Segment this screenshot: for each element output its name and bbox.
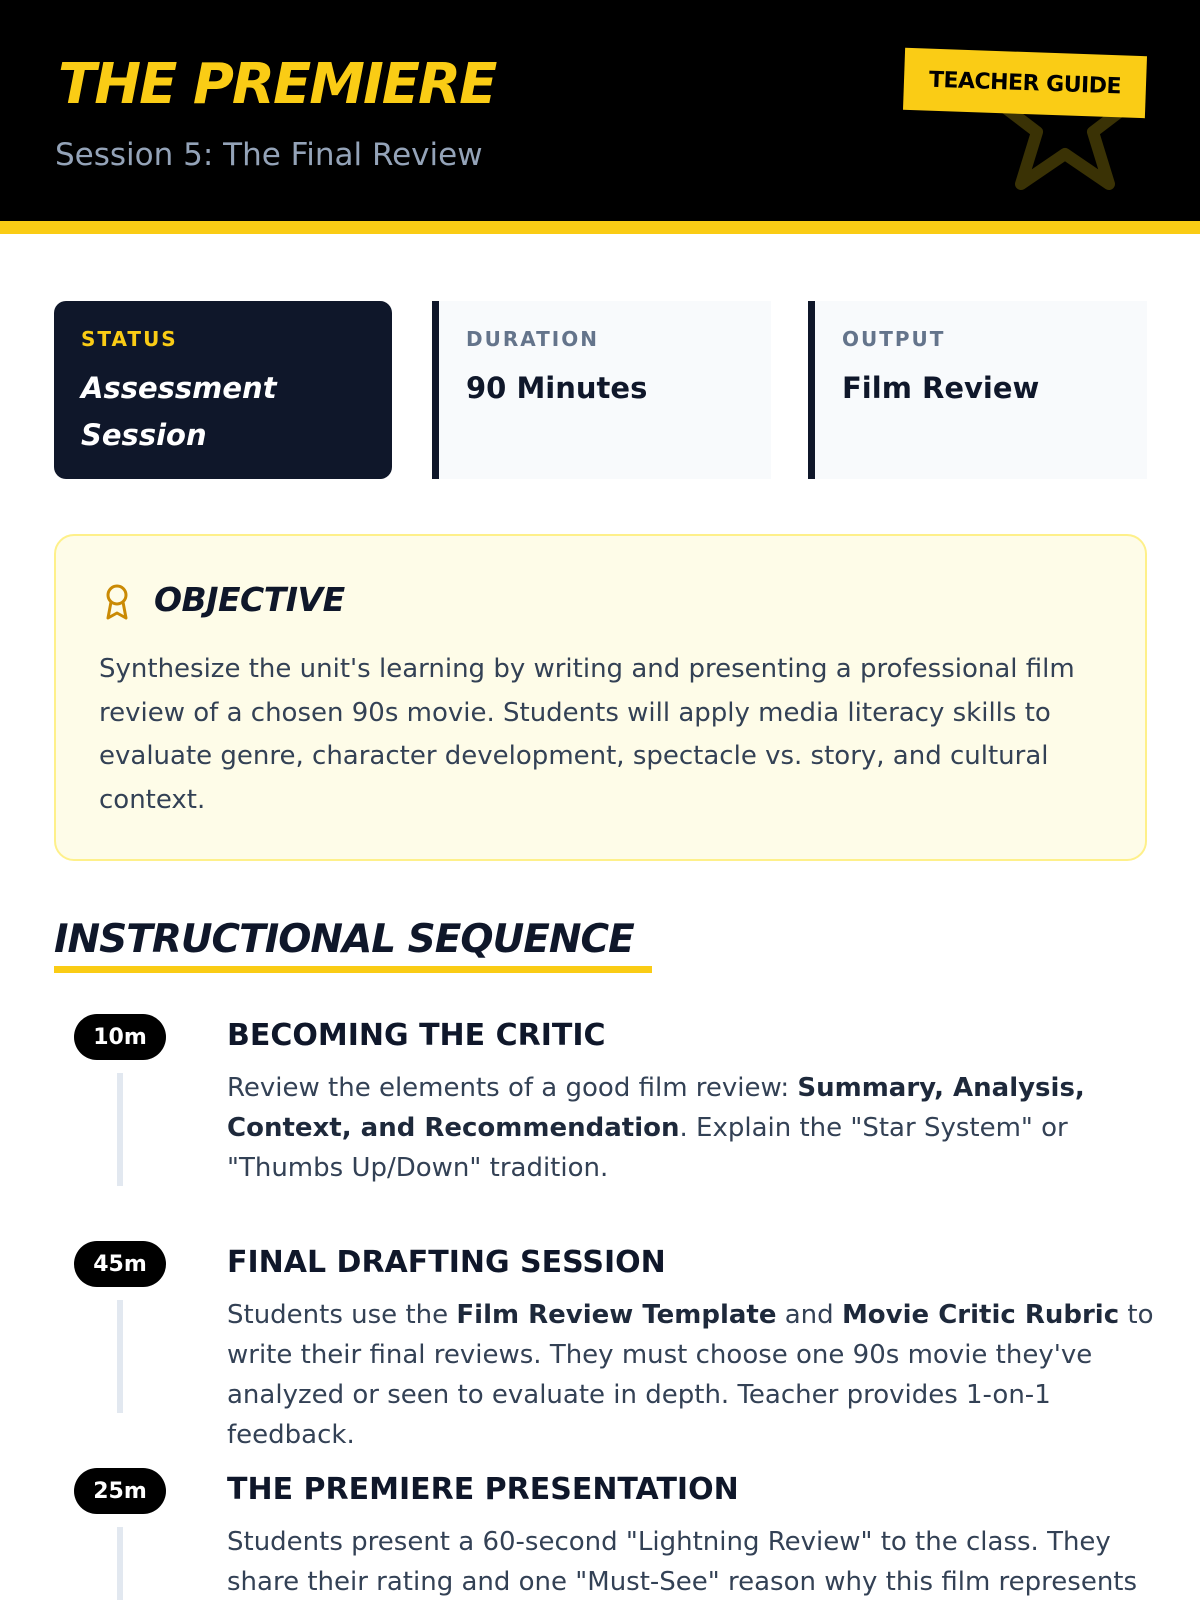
step-title: THE PREMIERE PRESENTATION [227,1472,739,1507]
timeline-line [117,1073,123,1186]
body-text: and [776,1300,842,1330]
page-header [0,0,1200,234]
emphasis-text: Summary, Analysis, Context, and Recommendation [227,1073,1085,1143]
step-title: FINAL DRAFTING SESSION [227,1245,666,1280]
sequence-underline [54,966,652,973]
status-value: Assessment Session [81,371,277,452]
session-subtitle: Session 5: The Final Review [55,137,483,173]
duration-pill: 45m [74,1241,166,1287]
step-description [227,1295,1162,1455]
objective-text: Synthesize the unit's learning by writing and presenting a professional film review of a chosen 90s movie. Students will apply media literacy skills to evaluate genre, character development, spectacle vs. story, and cultural context. [99,654,1075,815]
sequence-title: INSTRUCTIONAL SEQUENCE [54,917,634,962]
duration-value: 90 Minutes [466,371,648,405]
status-card [54,301,392,479]
objective-title: OBJECTIVE [154,580,345,619]
body-text: Students use the [227,1300,457,1330]
body-text: Review the elements of a good film review: [227,1073,798,1103]
body-text: Students present a 60-second "Lightning Review" to the class. They share their rating and one "Must-See" reason why this film represents [227,1527,1138,1597]
status-label: STATUS [81,327,178,351]
duration-label: DURATION [466,327,599,351]
duration-card [432,301,771,479]
timeline-line [117,1300,123,1413]
output-value: Film Review [842,371,1040,405]
timeline-line [117,1527,123,1600]
body-text: to write their final reviews. They must choose one 90s movie they've analyzed or seen to evaluate in depth. Teacher provides 1-on-1 feedback. [227,1300,1154,1450]
step-description [227,1522,1162,1600]
step-description [227,1068,1162,1188]
output-label: OUTPUT [842,327,946,351]
duration-pill: 25m [74,1468,166,1514]
output-card [808,301,1147,479]
teacher-guide-badge: TEACHER GUIDE [903,48,1147,118]
step-title: BECOMING THE CRITIC [227,1018,606,1053]
emphasis-text: Movie Critic Rubric [841,1300,1120,1330]
award-ribbon-icon [102,582,132,622]
emphasis-text: Film Review Template [456,1300,777,1330]
duration-pill: 10m [74,1014,166,1060]
body-text: . Explain the "Star System" or "Thumbs Up/Down" tradition. [227,1113,1068,1183]
objective-panel [54,534,1147,861]
brand-title: THE PREMIERE [58,52,496,117]
